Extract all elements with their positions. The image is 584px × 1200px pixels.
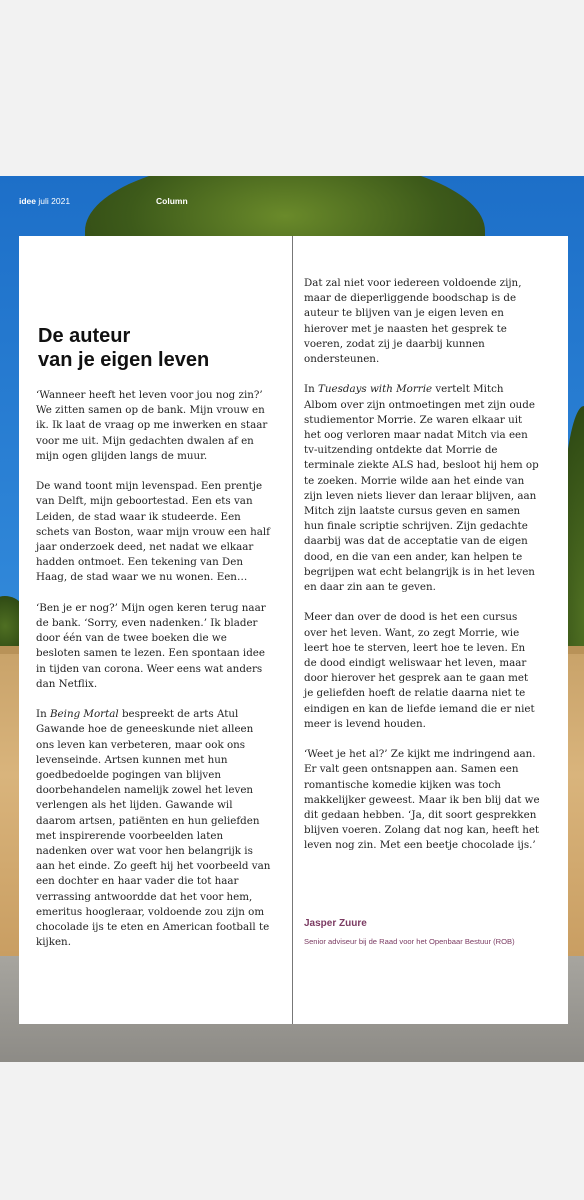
section-label: Column (156, 196, 188, 206)
paragraph (36, 707, 274, 950)
paragraph: Dat zal niet voor iedereen voldoende zijn, maar de dieperliggende boodschap is de auteur te blijven van je eigen leven en hierover met je naasten het gesprek te voeren, zodat zij je daarbij kunnen ondersteunen. (304, 277, 522, 366)
title-line-2: van je eigen leven (38, 349, 210, 371)
author-role: Senior adviseur bij de Raad voor het Openbaar Bestuur (ROB) (304, 937, 515, 946)
paragraph: Meer dan over de dood is het een cursus over het leven. Want, zo zegt Morrie, wie leert hoe te sterven, leert hoe te leven. En de dood eindigt weliswaar het leven, maar door hierover het gesprek aan te gaan met je geliefden hoeft de relatie daarna niet te eindigen en kan de liefde iemand die er niet meer is levend houden. (304, 611, 535, 730)
paragraph: ‘Wanneer heeft het leven voor jou nog zin?’ We zitten samen op de bank. Mijn vrouw en ik. Ik laat de vraag op me inwerken en staar voor me uit. Mijn gedachten dwalen af en mijn ogen glijden langs de muur. (36, 389, 268, 462)
text-run: vertelt Mitch Albom over zijn ontmoetingen met zijn oude studiementor Morrie. Ze waren elkaar uit het oog verloren maar nadat Mitch via een tv-uitzending ontdekte dat Morrie de terminale ziekte ALS had, besloot hij hem op te zoeken. Morrie wilde aan het einde van zijn leven niets liever dan leraar blijven, aan Mitch zijn laatste cursus geven en samen hun finale scriptie schrijven. Zijn gedachte daarbij was dat de acceptatie van de eigen dood, en die van een ander, kan helpen te begrijpen wat echt belangrijk is in het leven en daar zin aan te geven. (304, 383, 539, 594)
issue-date: juli 2021 (38, 196, 71, 206)
magazine-header (19, 196, 70, 206)
paragraph (304, 382, 540, 595)
left-column (36, 388, 274, 966)
paragraph: ‘Ben je er nog?’ Mijn ogen keren terug naar de bank. ‘Sorry, even nadenken.’ Ik blader door één van de twee boeken die we besloten samen te lezen. Een spontaan idee in tijden van corona. Weer eens wat anders dan Netflix. (36, 601, 266, 690)
text-run: bespreekt de arts Atul Gawande hoe de geneeskunde niet alleen ons leven kan verbeteren, maar ook ons levenseinde. Artsen kunnen met hun goedbedoelde pogingen van blijven doorbehandelen namelijk zowel het leven verlengen als het lijden. Gawande wil daarom artsen, patiënten en hun geliefden met inspirerende voorbeelden laten nadenken over wat voor hen belangrijk is aan het einde. Zo geeft hij het voorbeeld van een dochter en haar vader die tot haar verrassing antwoordde dat het voor hem, emeritus hoogleraar, voldoende zou zijn om chocolade ijs te eten en American football te kijken. (36, 708, 271, 949)
paragraph: ‘Weet je het al?’ Ze kijkt me indringend aan. Er valt geen ontsnappen aan. Samen een romantische komedie kijken was toch makkelijker geweest. Maar ik ben blij dat we dit gedaan hebben. ‘Ja, dit soort gesprekken blijven voeren. Zolang dat nog kan, heeft het leven nog zin. Met een beetje chocolade ijs.’ (304, 748, 540, 852)
page-gutter (292, 236, 293, 1024)
brand-name: idee (19, 196, 37, 206)
book-title: Tuesdays with Morrie (317, 383, 433, 396)
author-name: Jasper Zuure (304, 918, 367, 929)
article-title (38, 324, 278, 372)
paragraph: De wand toont mijn levenspad. Een prentje van Delft, mijn geboortestad. Een ets van Leiden, de stad waar ik studeerde. Een schets van Boston, waar mijn vrouw een half jaar onderzoek deed, net nadat we elkaar hadden ontmoet. Een tekening van Den Haag, de stad waar we nu wonen. Een… (36, 480, 270, 584)
book-title: Being Mortal (49, 708, 119, 721)
text-run: In (304, 383, 318, 396)
right-column (304, 276, 540, 869)
text-run: In (36, 708, 50, 721)
title-line-1: De auteur (38, 325, 131, 347)
